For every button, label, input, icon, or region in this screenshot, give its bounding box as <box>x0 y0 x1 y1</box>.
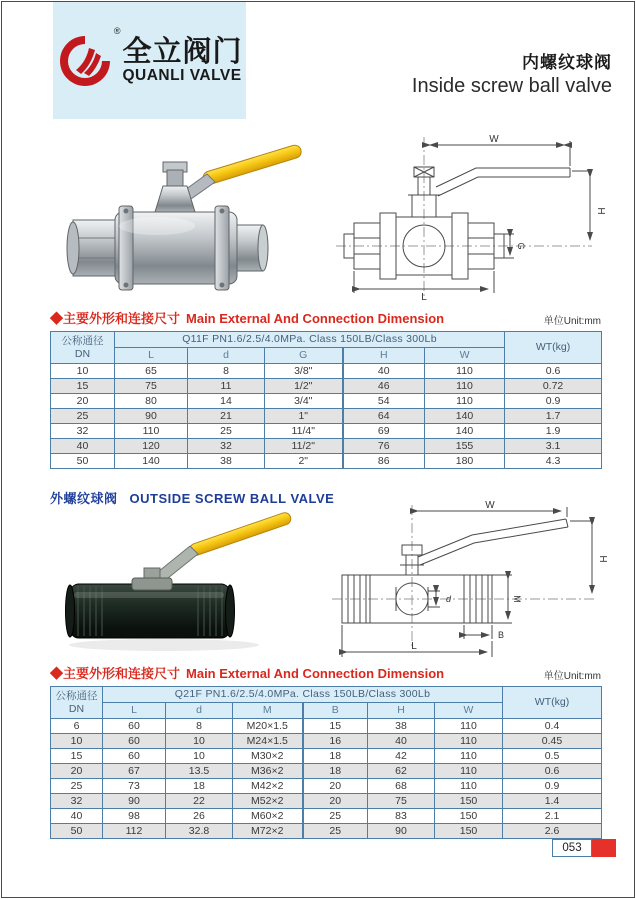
table-cell: 86 <box>343 454 425 469</box>
dim-label-w: W <box>485 500 495 511</box>
table-cell: 13.5 <box>166 764 233 779</box>
table-cell: 22 <box>166 794 233 809</box>
table-cell: 110 <box>425 379 505 394</box>
table-cell: 62 <box>368 764 435 779</box>
logo-block <box>53 2 246 119</box>
table-cell: 32 <box>51 794 103 809</box>
table-cell: 110 <box>115 424 188 439</box>
table-cell: 0.4 <box>503 719 602 734</box>
col-header: L <box>103 703 166 719</box>
table-cell: 42 <box>368 749 435 764</box>
section1-heading-en: Main External And Connection Dimension <box>186 311 445 326</box>
table-cell: M60×2 <box>233 809 303 824</box>
table-cell: 38 <box>188 454 265 469</box>
section2-heading-cn: ◆主要外形和连接尺寸 <box>50 666 181 681</box>
col-header: M <box>233 703 303 719</box>
table-cell: 73 <box>103 779 166 794</box>
table-cell: 21 <box>188 409 265 424</box>
table-cell: 25 <box>188 424 265 439</box>
table-cell: 2.6 <box>503 824 602 839</box>
table-cell: 83 <box>368 809 435 824</box>
table-cell: 46 <box>343 379 425 394</box>
section1-unit-label: 单位Unit:mm <box>543 316 601 327</box>
table-cell: 54 <box>343 394 425 409</box>
dim-label-g: G <box>516 242 526 250</box>
table-cell: 32 <box>51 424 115 439</box>
table-cell: 20 <box>303 794 368 809</box>
table-cell: 40 <box>51 809 103 824</box>
col-header: W <box>425 348 505 364</box>
table-row <box>51 394 602 409</box>
table-cell: 0.72 <box>505 379 602 394</box>
dim-label-h: H <box>597 555 608 563</box>
table-row <box>51 824 602 839</box>
brand-logo-icon <box>56 25 121 90</box>
table-row <box>51 454 602 469</box>
technical-drawing-outside-screw-valve <box>322 499 622 661</box>
table-cell: 11 <box>188 379 265 394</box>
table-cell: 2" <box>265 454 343 469</box>
section1-heading-row <box>50 308 601 327</box>
table-cell: M42×2 <box>233 779 303 794</box>
table-row <box>51 409 602 424</box>
table-cell: 110 <box>425 394 505 409</box>
table-cell: 25 <box>51 779 103 794</box>
col-header: H <box>368 703 435 719</box>
table-cell: 150 <box>435 824 503 839</box>
table-cell: 18 <box>303 764 368 779</box>
page-number-accent <box>592 839 616 857</box>
table-cell: 60 <box>103 749 166 764</box>
table-cell: 0.9 <box>503 779 602 794</box>
dim-label-h: H <box>595 207 606 215</box>
table-cell: 69 <box>343 424 425 439</box>
table-span-header: Q11F PN1.6/2.5/4.0MPa. Class 150LB/Class 300Lb <box>115 332 505 348</box>
table-cell: 110 <box>435 734 503 749</box>
table-cell: 75 <box>115 379 188 394</box>
col-header: B <box>303 703 368 719</box>
table-cell: 10 <box>51 364 115 379</box>
section2-heading-row <box>50 663 601 682</box>
table-cell: 112 <box>103 824 166 839</box>
brand-name-cn: 全立阀门 <box>122 36 243 69</box>
page-number <box>552 839 616 857</box>
table-cell: 1.7 <box>505 409 602 424</box>
table-cell: 140 <box>425 424 505 439</box>
table-span-header: Q21F PN1.6/2.5/4.0MPa. Class 150LB/Class 300Lb <box>103 687 503 703</box>
table-cell: 4.3 <box>505 454 602 469</box>
section1-heading-cn: ◆主要外形和连接尺寸 <box>50 311 181 326</box>
table-cell: 98 <box>103 809 166 824</box>
table-cell: 10 <box>51 734 103 749</box>
table-cell: 90 <box>103 794 166 809</box>
table-row <box>51 809 602 824</box>
table-cell: 25 <box>303 809 368 824</box>
table-cell: 140 <box>425 409 505 424</box>
table-cell: 15 <box>51 379 115 394</box>
dim-label-w: W <box>489 134 499 145</box>
table-cell: 32.8 <box>166 824 233 839</box>
table-cell: M52×2 <box>233 794 303 809</box>
table-cell: M30×2 <box>233 749 303 764</box>
table-cell: 11/2" <box>265 439 343 454</box>
table-cell: 0.5 <box>503 749 602 764</box>
table-cell: 40 <box>343 364 425 379</box>
table-cell: 110 <box>435 779 503 794</box>
table-row <box>51 379 602 394</box>
table-cell: 120 <box>115 439 188 454</box>
table-cell: 0.6 <box>505 364 602 379</box>
table-cell: 2.1 <box>503 809 602 824</box>
table-cell: 60 <box>103 734 166 749</box>
catalog-page <box>1 1 635 898</box>
table-cell: 20 <box>51 394 115 409</box>
table-cell: 11/4" <box>265 424 343 439</box>
table-row <box>51 424 602 439</box>
col-header: d <box>166 703 233 719</box>
section2-title-en: OUTSIDE SCREW BALL VALVE <box>129 491 335 506</box>
table-cell: 15 <box>303 719 368 734</box>
table-cell: 80 <box>115 394 188 409</box>
table-cell: 25 <box>51 409 115 424</box>
col-header-wt: WT(kg) <box>505 332 602 364</box>
table-cell: 15 <box>51 749 103 764</box>
table-cell: 26 <box>166 809 233 824</box>
table-cell: 110 <box>435 719 503 734</box>
table-cell: 3.1 <box>505 439 602 454</box>
table-cell: 155 <box>425 439 505 454</box>
table-cell: 60 <box>103 719 166 734</box>
table-cell: 20 <box>303 779 368 794</box>
table-row <box>51 764 602 779</box>
table-cell: 75 <box>368 794 435 809</box>
table-cell: 110 <box>435 764 503 779</box>
col-header: W <box>435 703 503 719</box>
col-header: d <box>188 348 265 364</box>
table-cell: M20×1.5 <box>233 719 303 734</box>
table-cell: 6 <box>51 719 103 734</box>
table-cell: M24×1.5 <box>233 734 303 749</box>
section2-heading-en: Main External And Connection Dimension <box>186 666 445 681</box>
table-cell: 76 <box>343 439 425 454</box>
dimension-table-outside-screw <box>50 686 602 839</box>
col-header: L <box>115 348 188 364</box>
dim-label-d: d <box>446 594 452 604</box>
registered-mark: ® <box>113 25 121 36</box>
section2-unit-label: 单位Unit:mm <box>543 671 601 682</box>
table-cell: 3/4" <box>265 394 343 409</box>
table-cell: 68 <box>368 779 435 794</box>
table-cell: 10 <box>166 749 233 764</box>
table-row <box>51 749 602 764</box>
table-cell: 150 <box>435 809 503 824</box>
table-cell: 20 <box>51 764 103 779</box>
page-title-cn: 内螺纹球阀 <box>522 53 612 72</box>
technical-drawing-inside-screw-valve <box>324 131 619 303</box>
table-cell: 67 <box>103 764 166 779</box>
table-cell: 110 <box>425 364 505 379</box>
table-row <box>51 439 602 454</box>
table-cell: 140 <box>115 454 188 469</box>
product-photo-outside-screw-valve <box>44 504 316 656</box>
table-cell: 8 <box>166 719 233 734</box>
table-row <box>51 794 602 809</box>
swirl-logo-icon <box>56 32 114 90</box>
table-cell: 14 <box>188 394 265 409</box>
table-cell: 32 <box>188 439 265 454</box>
table-cell: 1/2" <box>265 379 343 394</box>
table-cell: 8 <box>188 364 265 379</box>
dim-label-m: M <box>512 595 522 603</box>
table-cell: 25 <box>303 824 368 839</box>
page-title <box>412 48 612 98</box>
table-cell: 150 <box>435 794 503 809</box>
table-cell: 90 <box>115 409 188 424</box>
dim-label-l: L <box>421 292 427 303</box>
table-cell: M72×2 <box>233 824 303 839</box>
dim-label-l: L <box>411 641 417 652</box>
table-cell: 0.45 <box>503 734 602 749</box>
page-title-en: Inside screw ball valve <box>411 75 612 97</box>
brand-name-en: QUANLI VALVE <box>122 66 242 84</box>
table-cell: 38 <box>368 719 435 734</box>
table-cell: 16 <box>303 734 368 749</box>
col-header-dn: 公称通径 DN <box>51 332 115 364</box>
table-cell: 10 <box>166 734 233 749</box>
table-cell: 110 <box>435 749 503 764</box>
col-header: H <box>343 348 425 364</box>
col-header-wt: WT(kg) <box>503 687 602 719</box>
col-header-dn: 公称通径 DN <box>51 687 103 719</box>
table-row <box>51 779 602 794</box>
table-cell: 40 <box>51 439 115 454</box>
table-row <box>51 734 602 749</box>
table-cell: 1" <box>265 409 343 424</box>
table-row <box>51 719 602 734</box>
dim-label-b: B <box>498 630 505 640</box>
table-cell: 1.4 <box>503 794 602 809</box>
table-cell: 40 <box>368 734 435 749</box>
table-cell: 65 <box>115 364 188 379</box>
section2-title-cn: 外螺纹球阀 <box>50 491 118 506</box>
table-cell: 50 <box>51 824 103 839</box>
product-photo-inside-screw-valve <box>57 126 309 304</box>
table-cell: 1.9 <box>505 424 602 439</box>
table-cell: 3/8" <box>265 364 343 379</box>
page-number-box: 053 <box>552 839 592 857</box>
table-row <box>51 364 602 379</box>
dimension-table-inside-screw <box>50 331 602 469</box>
table-cell: 0.6 <box>503 764 602 779</box>
table-cell: 50 <box>51 454 115 469</box>
table-cell: 0.9 <box>505 394 602 409</box>
table-cell: 18 <box>166 779 233 794</box>
table-cell: 180 <box>425 454 505 469</box>
col-header: G <box>265 348 343 364</box>
table-cell: 64 <box>343 409 425 424</box>
table-cell: 18 <box>303 749 368 764</box>
table-cell: 90 <box>368 824 435 839</box>
table-cell: M36×2 <box>233 764 303 779</box>
